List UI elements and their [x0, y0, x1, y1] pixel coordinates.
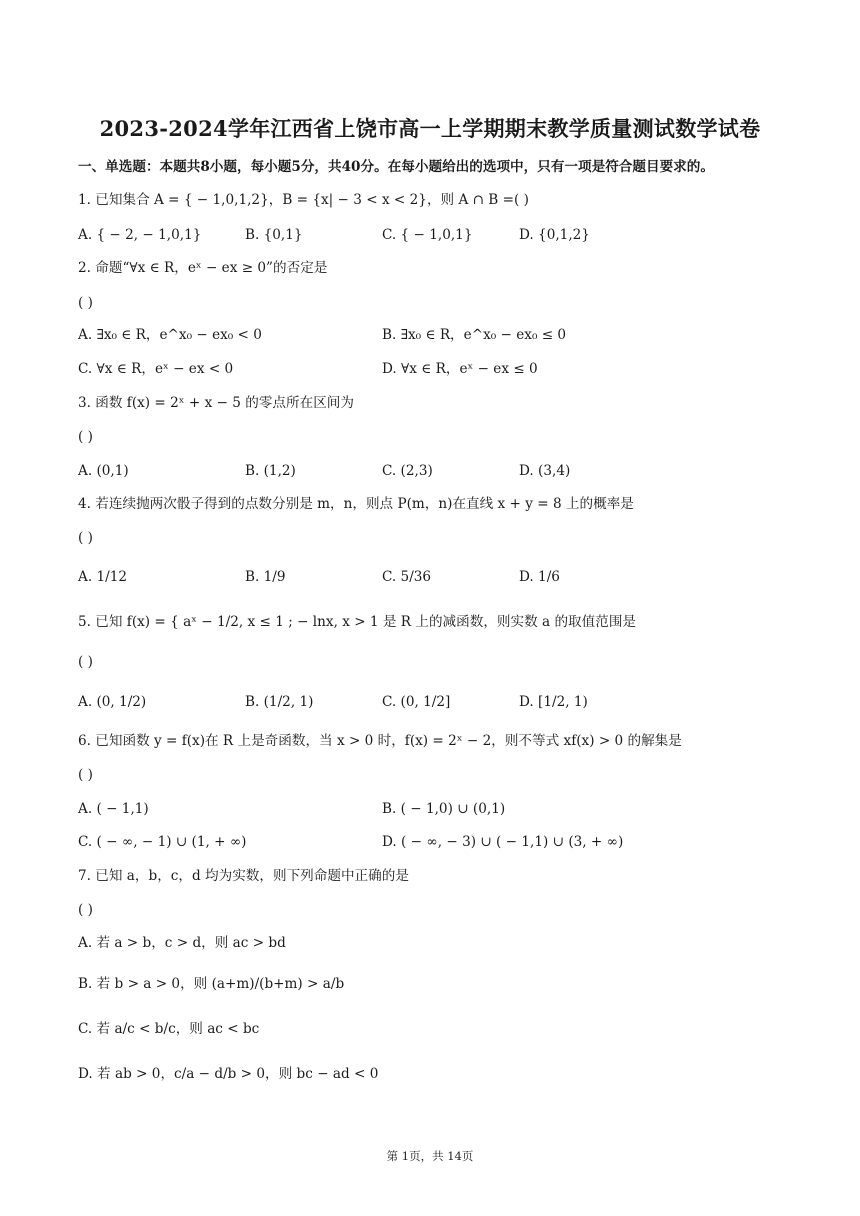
question-6-paren: ( ): [78, 767, 93, 783]
section-heading: 一、单选题：本题共8小题，每小题5分，共40分。在每小题给出的选项中，只有一项是符合题目要求的。: [78, 159, 714, 175]
question-5-paren: ( ): [78, 654, 93, 670]
question-2-option-a: A. ∃x₀ ∈ R，e^x₀ − ex₀ < 0: [78, 327, 262, 343]
question-1-stem: 1. 已知集合 A = { − 1,0,1,2}，B = {x| − 3 < x < 2}，则 A ∩ B =( ): [78, 192, 529, 208]
question-2-option-c: C. ∀x ∈ R，eˣ − ex < 0: [78, 361, 234, 377]
question-4-option-c: C. 5/36: [382, 569, 432, 585]
question-6-option-a: A. ( − 1,1): [78, 801, 149, 817]
question-6-option-d: D. ( − ∞, − 3) ∪ ( − 1,1) ∪ (3, + ∞): [382, 834, 624, 850]
question-4-stem: 4. 若连续抛两次骰子得到的点数分别是 m，n，则点 P(m，n)在直线 x + y = 8 上的概率是: [78, 496, 634, 512]
question-1-option-b: B. {0,1}: [245, 227, 303, 243]
page-title: 2023-2024学年江西省上饶市高一上学期期末教学质量测试数学试卷: [99, 116, 761, 141]
question-4-option-d: D. 1/6: [519, 569, 560, 585]
question-5-option-b: B. (1/2, 1): [245, 694, 314, 710]
question-2-option-b: B. ∃x₀ ∈ R，e^x₀ − ex₀ ≤ 0: [382, 327, 567, 343]
question-3-option-a: A. (0,1): [78, 463, 129, 479]
question-3-stem: 3. 函数 f(x) = 2ˣ + x − 5 的零点所在区间为: [78, 395, 354, 411]
question-3-option-d: D. (3,4): [519, 463, 571, 479]
question-7-option-d: D. 若 ab > 0，c/a − d/b > 0，则 bc − ad < 0: [78, 1066, 379, 1082]
question-3-paren: ( ): [78, 429, 93, 445]
question-6-option-b: B. ( − 1,0) ∪ (0,1): [382, 801, 506, 817]
page-footer: 第 1页，共 14页: [386, 1149, 474, 1163]
question-7-option-b: B. 若 b > a > 0，则 (a+m)/(b+m) > a/b: [78, 976, 345, 992]
question-7-option-c: C. 若 a/c < b/c，则 ac < bc: [78, 1021, 260, 1037]
question-4-paren: ( ): [78, 530, 93, 546]
question-5-option-a: A. (0, 1/2): [78, 694, 147, 710]
question-6-option-c: C. ( − ∞, − 1) ∪ (1, + ∞): [78, 834, 247, 850]
question-7-option-a: A. 若 a > b，c > d，则 ac > bd: [78, 935, 286, 951]
question-1-option-c: C. { − 1,0,1}: [382, 227, 473, 243]
question-5-option-c: C. (0, 1/2]: [382, 694, 451, 710]
question-3-option-b: B. (1,2): [245, 463, 296, 479]
question-1-option-d: D. {0,1,2}: [519, 227, 590, 243]
question-7-paren: ( ): [78, 902, 93, 918]
question-4-option-b: B. 1/9: [245, 569, 286, 585]
question-3-option-c: C. (2,3): [382, 463, 433, 479]
question-7-stem: 7. 已知 a，b，c，d 均为实数，则下列命题中正确的是: [78, 868, 409, 884]
question-2-option-d: D. ∀x ∈ R，eˣ − ex ≤ 0: [382, 361, 538, 377]
question-5-stem: 5. 已知 f(x) = { aˣ − 1/2, x ≤ 1 ; − lnx, x > 1 是 R 上的减函数，则实数 a 的取值范围是: [78, 614, 637, 630]
question-1-option-a: A. { − 2, − 1,0,1}: [78, 227, 202, 243]
question-2-stem: 2. 命题“∀x ∈ R，eˣ − ex ≥ 0”的否定是: [78, 260, 328, 276]
question-4-option-a: A. 1/12: [78, 569, 127, 585]
question-2-paren: ( ): [78, 295, 93, 311]
question-5-option-d: D. [1/2, 1): [519, 694, 588, 710]
question-6-stem: 6. 已知函数 y = f(x)在 R 上是奇函数，当 x > 0 时，f(x) = 2ˣ − 2，则不等式 xf(x) > 0 的解集是: [78, 733, 682, 749]
